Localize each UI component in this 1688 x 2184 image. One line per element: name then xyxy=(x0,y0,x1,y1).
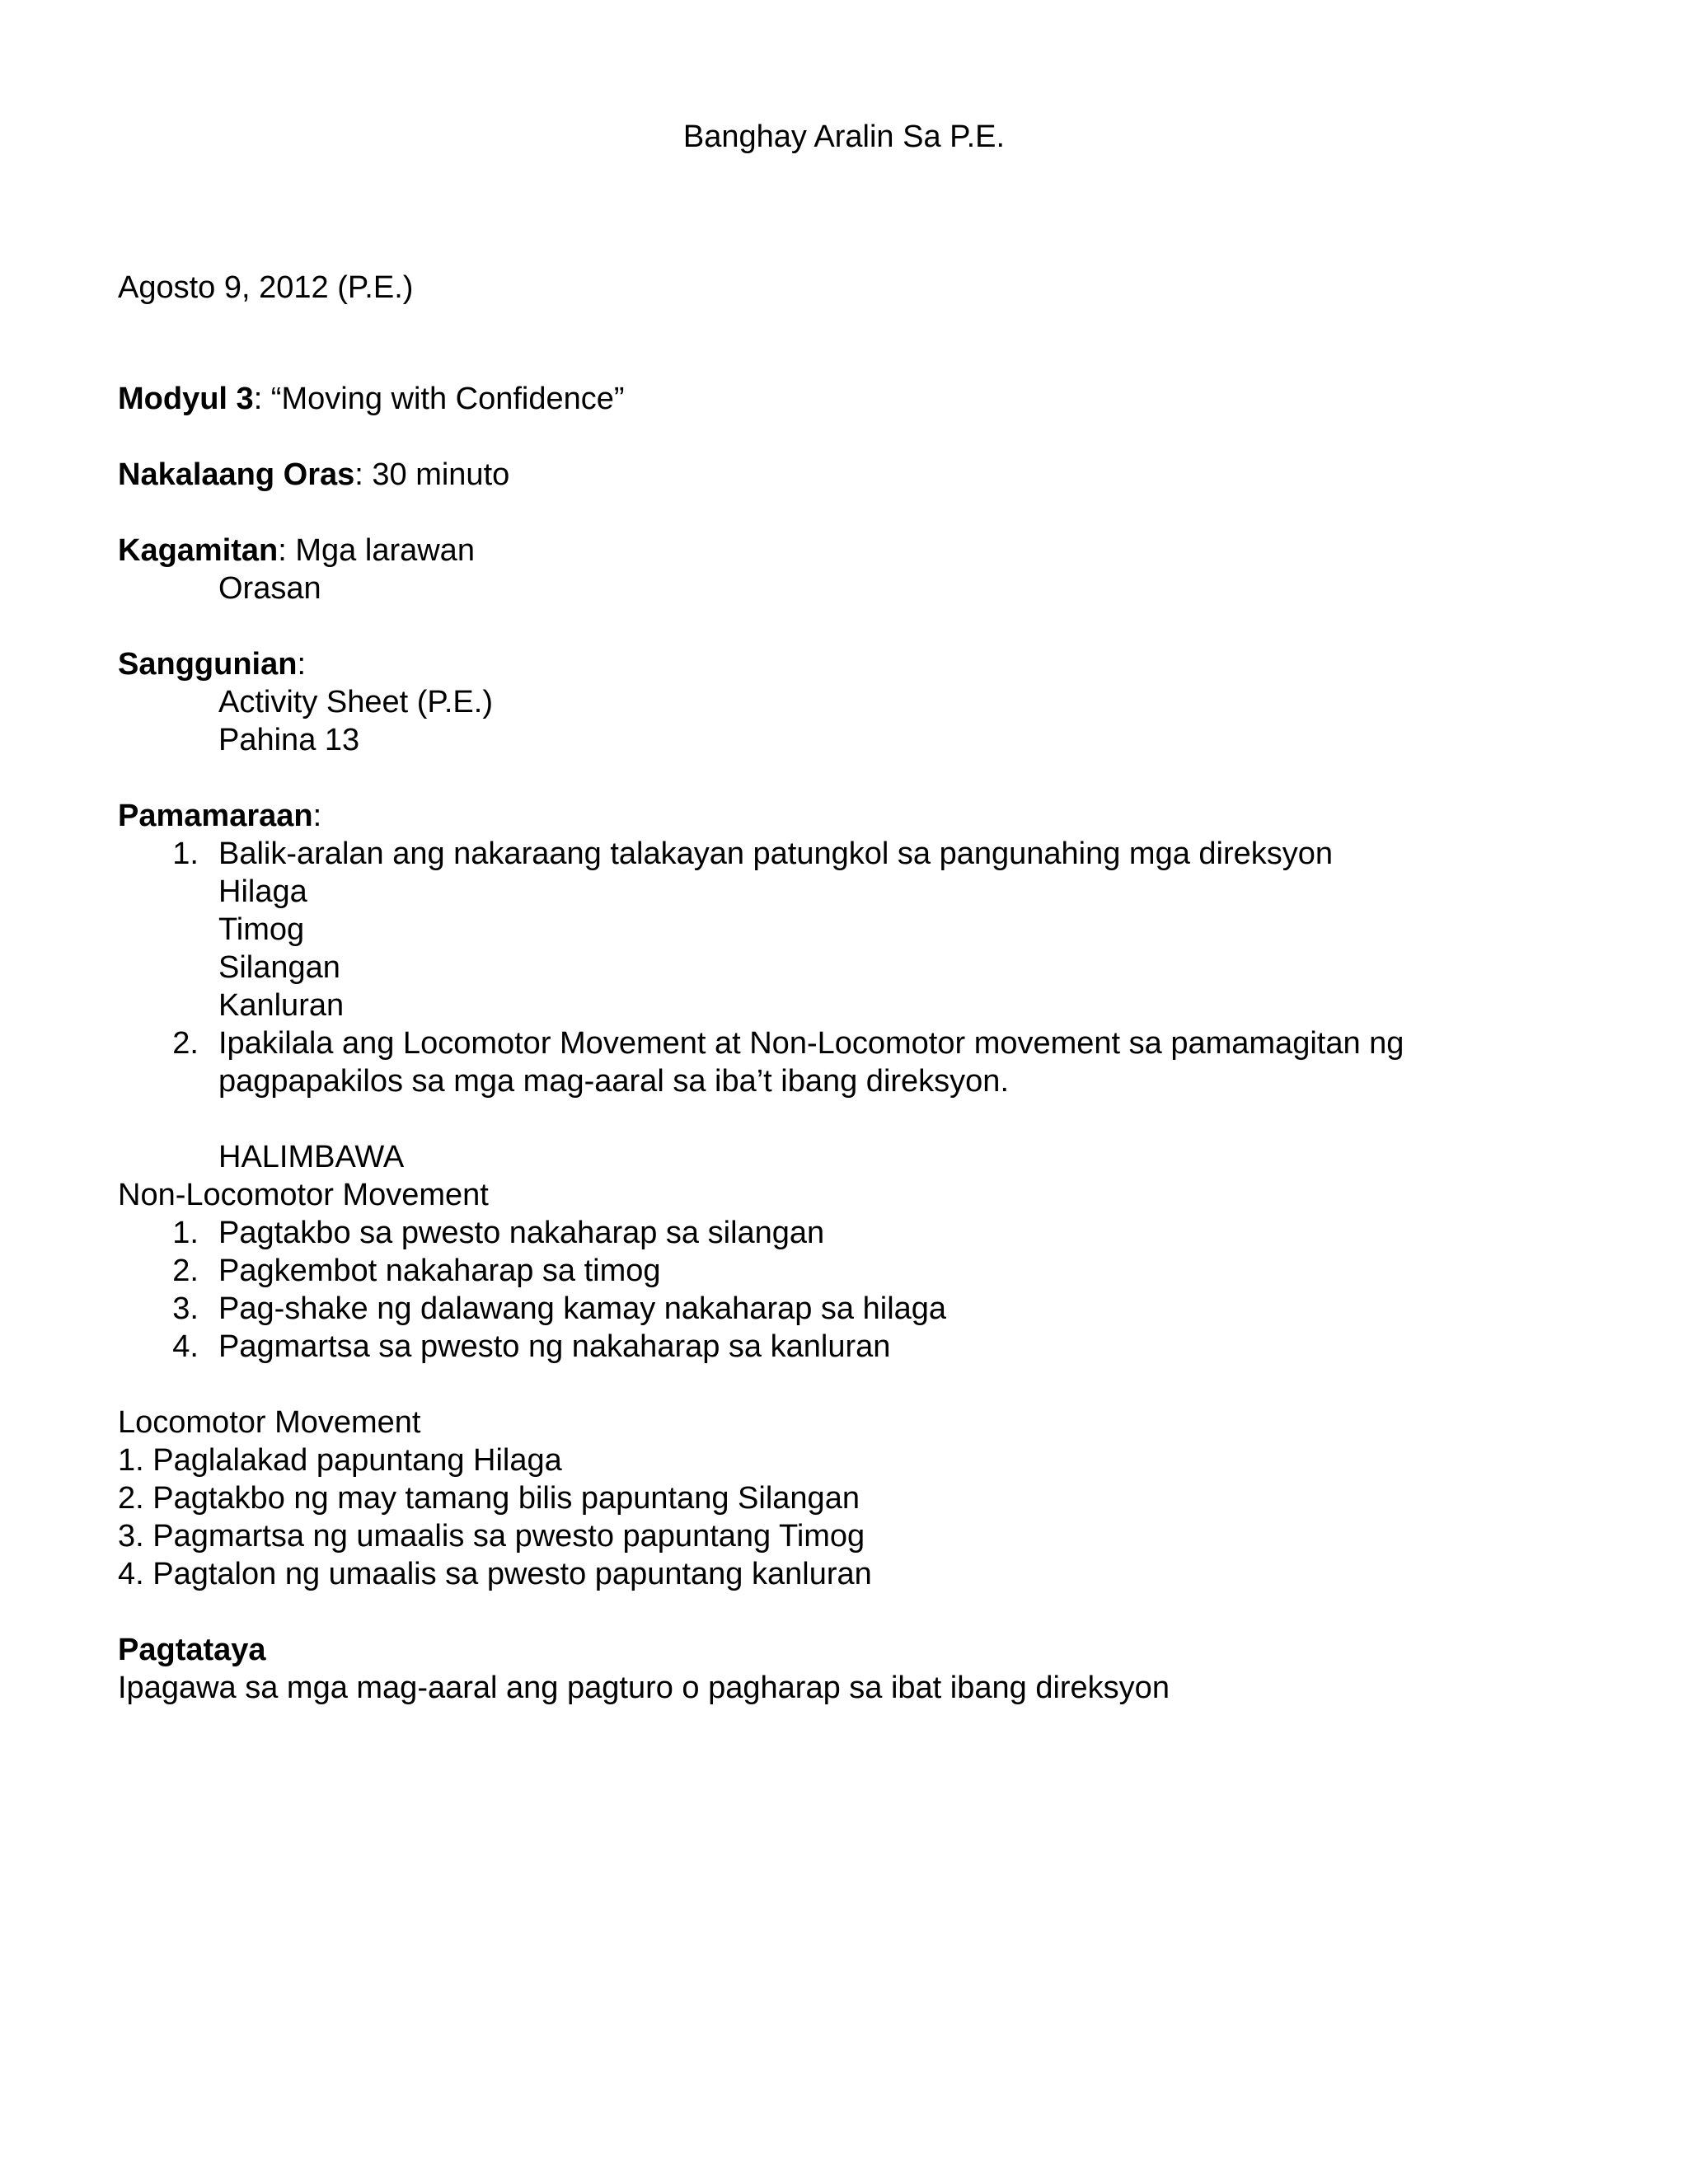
sanggunian-item: Activity Sheet (P.E.) xyxy=(218,685,493,719)
list-item: 2. Pagtakbo ng may tamang bilis papuntang Silangan xyxy=(118,1481,860,1516)
lesson-date: Agosto 9, 2012 (P.E.) xyxy=(118,270,414,305)
list-item xyxy=(149,1252,661,1290)
direction-item: Silangan xyxy=(218,950,340,985)
direction-item: Kanluran xyxy=(218,988,345,1023)
kagamitan-label: Kagamitan xyxy=(118,533,279,568)
step-2-continuation: pagpapakilos sa mga mag-aaral sa iba’t ibang direksyon. xyxy=(218,1064,1009,1099)
item-number: 4. xyxy=(172,1329,199,1364)
non-locomotor-heading: Non-Locomotor Movement xyxy=(118,1178,489,1212)
step-2 xyxy=(149,1024,1404,1062)
kagamitan-line xyxy=(118,532,475,569)
oras-value: : 30 minuto xyxy=(354,457,510,492)
list-item xyxy=(149,1214,824,1252)
modyul-label: Modyul 3 xyxy=(118,382,254,416)
pagtataya-heading: Pagtataya xyxy=(118,1633,266,1667)
item-number: 3. xyxy=(172,1291,199,1326)
item-number: 2. xyxy=(172,1254,199,1288)
oras-line xyxy=(118,456,509,494)
step-number: 1. xyxy=(172,837,199,871)
kagamitan-value: : Mga larawan xyxy=(278,533,475,568)
direction-item: Hilaga xyxy=(218,874,307,909)
sanggunian-colon: : xyxy=(297,647,307,682)
pagtataya-text: Ipagawa sa mga mag-aaral ang pagturo o pagharap sa ibat ibang direksyon xyxy=(118,1671,1170,1705)
item-text: Pagkembot nakaharap sa timog xyxy=(218,1254,661,1288)
oras-label: Nakalaang Oras xyxy=(118,457,355,492)
document-title: Banghay Aralin Sa P.E. xyxy=(682,120,1006,154)
locomotor-heading: Locomotor Movement xyxy=(118,1405,421,1440)
step-text: Balik-aralan ang nakaraang talakayan patungkol sa pangunahing mga direksyon xyxy=(218,837,1334,871)
pamamaraan-colon: : xyxy=(312,799,322,833)
list-item xyxy=(149,1290,946,1328)
list-item: 3. Pagmartsa ng umaalis sa pwesto papuntang Timog xyxy=(118,1519,865,1554)
list-item xyxy=(149,1328,890,1366)
step-1 xyxy=(149,835,1333,873)
pamamaraan-line xyxy=(118,797,321,835)
sanggunian-item: Pahina 13 xyxy=(218,723,360,757)
modyul-line xyxy=(118,380,625,418)
list-item: 1. Paglalakad papuntang Hilaga xyxy=(118,1443,562,1478)
list-item: 4. Pagtalon ng umaalis sa pwesto papuntang kanluran xyxy=(118,1557,872,1591)
halimbawa-heading: HALIMBAWA xyxy=(218,1140,405,1174)
kagamitan-item: Orasan xyxy=(218,571,321,606)
modyul-value: : “Moving with Confidence” xyxy=(253,382,625,416)
item-number: 1. xyxy=(172,1216,199,1250)
direction-item: Timog xyxy=(218,912,305,947)
item-text: Pagmartsa sa pwesto ng nakaharap sa kanluran xyxy=(218,1329,891,1364)
pamamaraan-label: Pamamaraan xyxy=(118,799,313,833)
sanggunian-line xyxy=(118,645,306,683)
step-number: 2. xyxy=(172,1026,199,1061)
step-text: Ipakilala ang Locomotor Movement at Non-Locomotor movement sa pamamagitan ng xyxy=(218,1026,1404,1061)
item-text: Pagtakbo sa pwesto nakaharap sa silangan xyxy=(218,1216,825,1250)
sanggunian-label: Sanggunian xyxy=(118,647,298,682)
item-text: Pag-shake ng dalawang kamay nakaharap sa hilaga xyxy=(218,1291,947,1326)
